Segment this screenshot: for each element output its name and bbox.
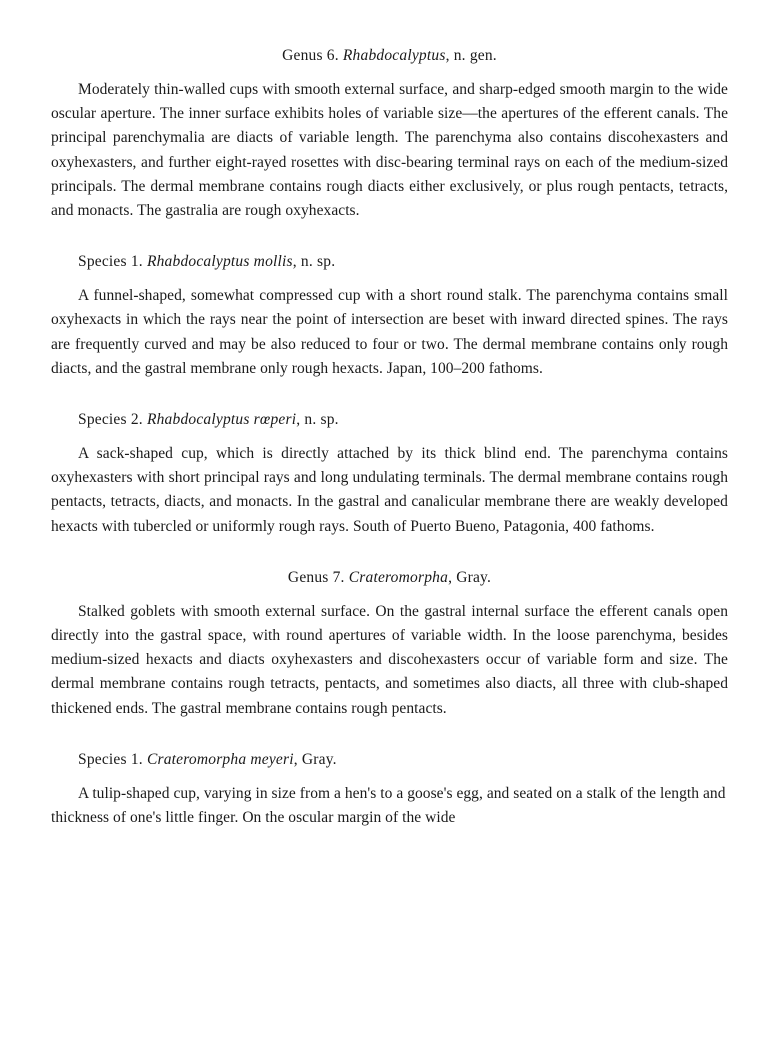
genus-name: Crateromorpha (348, 568, 449, 586)
heading-suffix: , Gray. (448, 568, 492, 586)
species-roeperi-heading (51, 408, 728, 432)
species-roeperi-description: A sack-shaped cup, which is directly attached by its thick blind end. The parenchyma contains oxyhexasters with short principal rays and long undulating terminals. The dermal membrane contains rough pentacts, tetracts, diacts, and monacts. In the gastral and canalicular membrane there are weakly developed hexacts with tubercled or uniformly rough rays. South of Puerto Bueno, Patagonia, 400 fathoms. (51, 445, 728, 535)
genus-7-description: Stalked goblets with smooth external surface. On the gastral internal surface the efferent canals open directly into the gastral space, with round apertures of variable width. In the loose parenchyma, besides medium-sized hexacts and diacts oxyhexasters and discohexasters occur of variable form and size. The dermal membrane contains rough tetracts, pentacts, and sometimes also diacts, all three with club-shaped thickened ends. The gastral membrane contains rough pentacts. (51, 602, 728, 717)
heading-suffix: , Gray. (293, 750, 337, 768)
genus-name: Rhabdocalyptus (342, 47, 446, 64)
genus-6-description: Moderately thin-walled cups with smooth external surface, and sharp-edged smooth margin to the wide oscular aperture. The inner surface exhibits holes of variable size—the apertures of the efferent canals. The principal parenchymalia are diacts of variable length. The parenchyma also contains discohexasters and oxyhexasters, and further eight-rayed rosettes with disc-bearing terminal rays on each of the medium-sized principals. The dermal membrane contains rough diacts either exclusively, or plus rough pentacts, tetracts, and monacts. The gastralia are rough oxyhexacts. (51, 81, 728, 220)
species-name: Rhabdocalyptus mollis (146, 253, 293, 271)
heading-prefix: Species 1. (78, 253, 143, 271)
heading-prefix: Genus 7. (287, 568, 345, 586)
genus-6-heading (51, 44, 728, 68)
species-mollis-heading (51, 250, 728, 274)
species-name: Crateromorpha meyeri (146, 750, 294, 768)
heading-suffix: , n. sp. (292, 253, 336, 271)
species-mollis-description: A funnel-shaped, somewhat compressed cup with a short round stalk. The parenchyma contains small oxyhexacts in which the rays near the point of intersection are beset with inward directed spines. The rays are frequently curved and may be also reduced to four or two. The dermal membrane contains only rough diacts, and the gastral membrane only rough hexacts. Japan, 100–200 fathoms. (51, 287, 728, 377)
species-meyeri-heading (51, 748, 728, 772)
heading-prefix: Species 1. (78, 750, 143, 768)
document-page (51, 44, 728, 830)
heading-prefix: Species 2. (78, 411, 143, 429)
heading-prefix: Genus 6. (282, 47, 339, 64)
genus-7-heading (51, 566, 728, 590)
species-name: Rhabdocalyptus rœperi (146, 411, 297, 429)
species-meyeri-description: A tulip-shaped cup, varying in size from a hen's to a goose's egg, and seated on a stalk of the length and thickness of one's little finger. On the oscular margin of the wide (51, 784, 726, 827)
heading-suffix: , n. gen. (445, 47, 497, 64)
heading-suffix: , n. sp. (296, 411, 339, 429)
